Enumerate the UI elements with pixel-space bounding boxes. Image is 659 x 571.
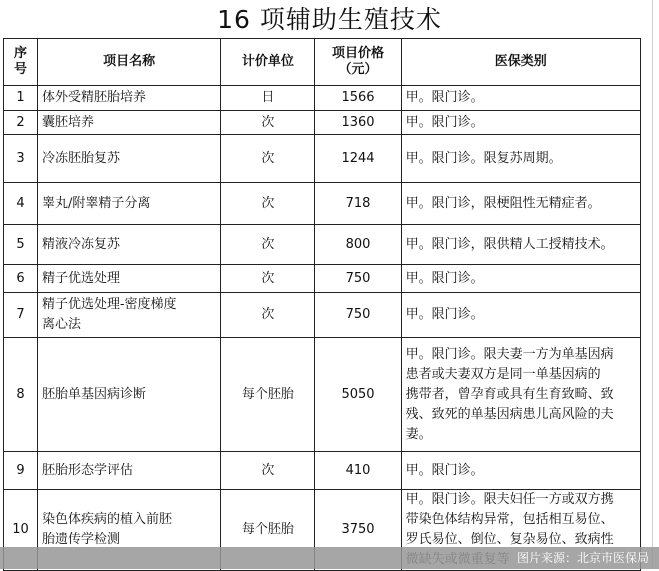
cell-price: 800: [315, 225, 401, 265]
right-divider: [652, 0, 653, 569]
cell-item-name: [38, 86, 221, 111]
cell-insurance-line: 罗氏易位、倒位、复杂易位、致病性: [405, 532, 614, 547]
cell-item-name-line: 囊胚培养: [42, 114, 95, 130]
cell-number: 9: [4, 452, 38, 490]
table-row: [4, 86, 641, 111]
cell-unit: 每个胚胎: [221, 338, 315, 452]
cell-insurance-line: 甲。限门诊。限夫妇任一方或双方携: [405, 492, 614, 507]
cell-insurance-line: 甲。限门诊。: [405, 462, 484, 478]
cell-insurance-line: 甲。限门诊。: [405, 114, 484, 130]
cell-unit: 每个胚胎: [221, 490, 315, 571]
header-price-line1: 项目价格: [332, 46, 385, 61]
cell-item-name: [38, 225, 221, 265]
cell-number: 5: [4, 225, 38, 265]
cell-insurance: [401, 183, 640, 225]
fee-table: [3, 38, 641, 571]
header-no-line2: 号: [14, 62, 28, 77]
cell-unit: 次: [221, 225, 315, 265]
table-row: [4, 265, 641, 293]
cell-insurance-line: 带染色体结构异常，包括相互易位、: [405, 512, 614, 527]
cell-item-name: [38, 265, 221, 293]
cell-insurance-line: 患者或夫妻双方是同一单基因病的: [405, 366, 601, 382]
cell-insurance: [401, 265, 640, 293]
cell-item-name-line: 胚胎单基因病诊断: [42, 386, 147, 402]
header-insurance: 医保类别: [401, 39, 640, 86]
cell-insurance: [401, 111, 640, 135]
cell-number: 2: [4, 111, 38, 135]
cell-insurance-line: 甲。限门诊，限供精人工授精技术。: [405, 236, 614, 252]
cell-item-name-line: 睾丸/附睾精子分离: [42, 195, 151, 211]
cell-insurance-line: 残、致死的单基因病患儿高风险的夫: [405, 406, 614, 422]
cell-number: 6: [4, 265, 38, 293]
header-unit: 计价单位: [221, 39, 315, 86]
cell-insurance-line: 甲。限门诊。限复苏周期。: [405, 150, 562, 166]
header-price-line2: （元）: [338, 62, 378, 77]
cell-price: 718: [315, 183, 401, 225]
table-row: [4, 183, 641, 225]
table-row: [4, 135, 641, 183]
cell-insurance: [401, 225, 640, 265]
cell-price: 3750: [315, 490, 401, 571]
cell-price: 1360: [315, 111, 401, 135]
cell-insurance-line: 甲。限门诊，限梗阻性无精症者。: [405, 195, 601, 211]
header-name: 项目名称: [38, 39, 221, 86]
cell-number: 3: [4, 135, 38, 183]
table-row: [4, 293, 641, 338]
cell-insurance: [401, 452, 640, 490]
table-row: [4, 338, 641, 452]
cell-price: 750: [315, 265, 401, 293]
cell-insurance-line: 甲。限门诊。: [405, 90, 484, 105]
cell-item-name: [38, 452, 221, 490]
cell-unit: 次: [221, 293, 315, 338]
cell-item-name-line: 体外受精胚胎培养: [42, 90, 147, 105]
cell-number: 8: [4, 338, 38, 452]
cell-item-name: [38, 293, 221, 338]
cell-insurance-line: 携带者，曾孕育或具有生育致畸、致: [405, 386, 614, 402]
cell-unit: 次: [221, 135, 315, 183]
cell-item-name-line: 离心法: [42, 317, 82, 332]
header-price: [315, 39, 401, 86]
cell-number: 10: [4, 490, 38, 571]
cell-number: 1: [4, 86, 38, 111]
cell-item-name: [38, 111, 221, 135]
cell-insurance-line: 妻。: [405, 426, 432, 442]
cell-insurance-line: 甲。限门诊。: [405, 307, 484, 322]
cell-item-name-line: 精子优选处理: [42, 270, 121, 286]
cell-item-name-line: 胚胎形态学评估: [42, 462, 134, 478]
cell-item-name: [38, 183, 221, 225]
cell-price: 1244: [315, 135, 401, 183]
cell-item-name: [38, 135, 221, 183]
cell-insurance-line: 甲。限门诊。: [405, 270, 484, 286]
cell-insurance: [401, 135, 640, 183]
cell-unit: 次: [221, 111, 315, 135]
table-row: [4, 452, 641, 490]
cell-insurance: [401, 86, 640, 111]
header-row: [4, 39, 641, 86]
cell-price: 1566: [315, 86, 401, 111]
cell-price: 410: [315, 452, 401, 490]
cell-item-name-line: 冷冻胚胎复苏: [42, 150, 121, 166]
cell-item-name-line: 精液冷冻复苏: [42, 236, 121, 252]
cell-insurance-line: 甲。限门诊。限夫妻一方为单基因病: [405, 346, 614, 362]
cell-unit: 次: [221, 183, 315, 225]
cell-item-name-line: 胎遗传学检测: [42, 532, 121, 547]
cell-unit: 日: [221, 86, 315, 111]
cell-unit: 次: [221, 265, 315, 293]
cell-insurance: [401, 293, 640, 338]
image-source-caption: 图片来源：北京市医保局: [516, 551, 649, 565]
header-no-line1: 序: [14, 46, 28, 61]
table-row: [4, 111, 641, 135]
table-row: [4, 225, 641, 265]
cell-item-name: [38, 338, 221, 452]
page-title: 16 项辅助生殖技术: [217, 5, 442, 34]
cell-insurance: [401, 338, 640, 452]
cell-number: 4: [4, 183, 38, 225]
header-no: [4, 39, 38, 86]
cell-price: 5050: [315, 338, 401, 452]
cell-item-name-line: 染色体疾病的植入前胚: [42, 512, 173, 527]
cell-price: 750: [315, 293, 401, 338]
cell-item-name-line: 精子优选处理-密度梯度: [42, 297, 177, 312]
cell-unit: 次: [221, 452, 315, 490]
cell-number: 7: [4, 293, 38, 338]
